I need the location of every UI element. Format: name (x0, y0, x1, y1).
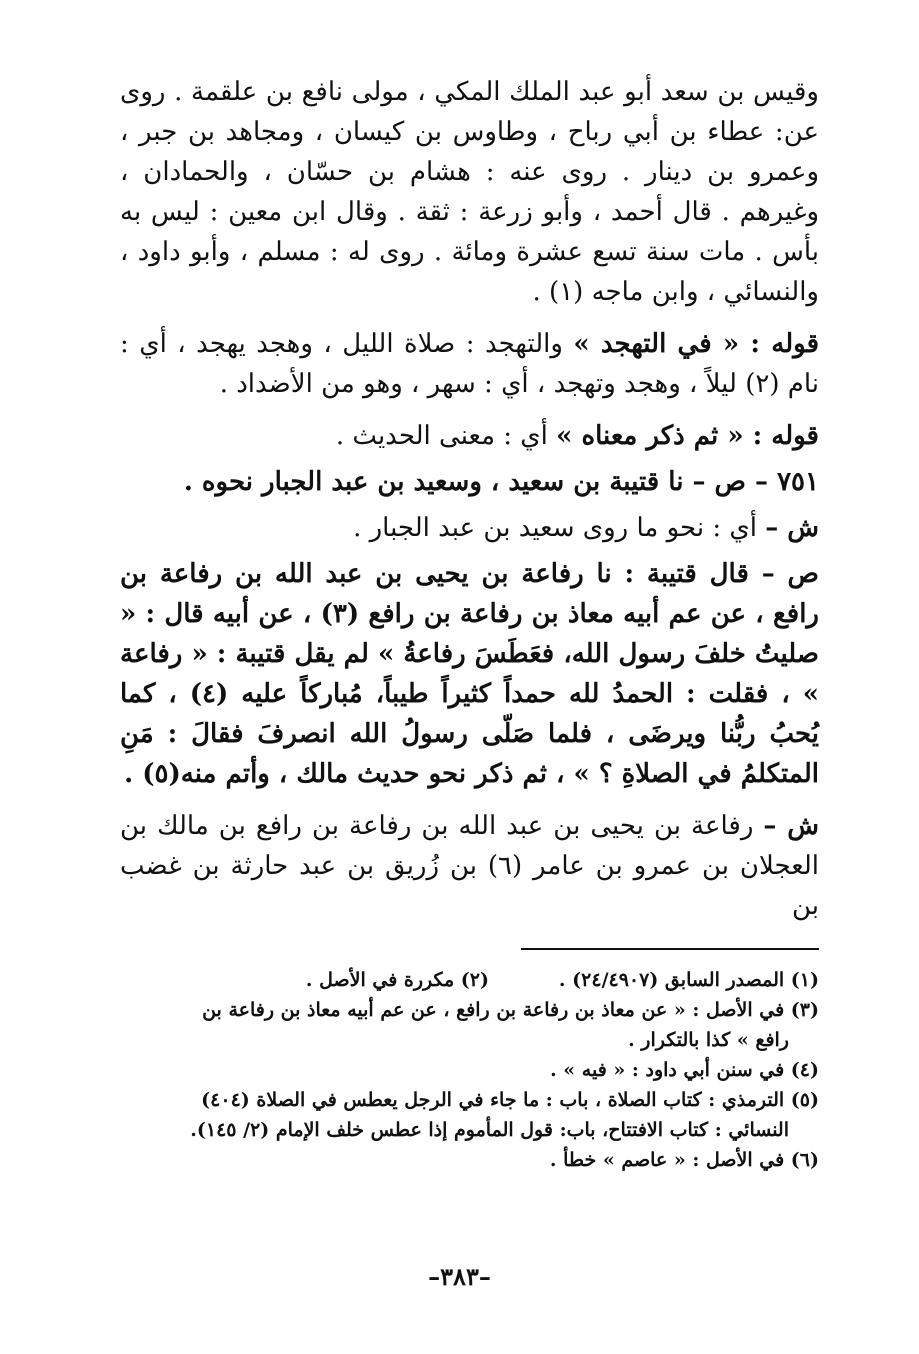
paragraph-text: رفاعة بن يحيى بن عبد الله بن رفاعة بن رافع بن مالك بن العجلان بن عمرو بن عامر (٦) بن زُريق بن عبد حارثة بن غضب بن (120, 811, 819, 921)
footnote-5-cont: النسائي : كتاب الافتتاح، باب: قول المأموم إذا عطس خلف الإمام (٢/ ١٤٥). (190, 1119, 789, 1141)
main-text (120, 72, 819, 938)
paragraph-text: والتهجد : صلاة الليل ، وهجد يهجد ، أي : نام (٢) ليلاً ، وهجد وتهجد ، أي : سهر ، وهو من الأضداد . (120, 329, 819, 399)
footnote-3-cont: رافع » كذا بالتكرار . (628, 1029, 789, 1051)
paragraph-sharh-1 (120, 508, 819, 548)
hadith-751: ٧٥١ – ص – نا قتيبة بن سعيد ، وسعيد بن عبد الجبار نحوه . (183, 467, 819, 497)
sharh-marker: ش – (765, 513, 819, 543)
quote-lead: قوله : « ثم ذكر معناه » (556, 421, 819, 451)
sharh-marker: ش – (763, 811, 819, 841)
paragraph-narrator-bio: وقيس بن سعد أبو عبد الملك المكي ، مولى نافع بن علقمة . روى عن: عطاء بن أبي رباح ، وطاوس بن كيسان ، ومجاهد بن جبر ، وعمرو بن دينار . روى عنه : هشام بن حسّان ، والحمادان ، وغيرهم . قال أحمد ، وأبو زرعة : ثقة . وقال ابن معين : ليس به بأس . مات سنة تسع عشرة ومائة . روى له : مسلم ، وأبو داود ، والنسائي ، وابن ماجه (١) . (120, 77, 819, 307)
paragraph-meaning (120, 416, 819, 456)
footnote-row-1-2 (120, 965, 819, 995)
footnote-2: (٢) مكررة في الأصل . (305, 969, 489, 991)
paragraph-text: أي : نحو ما روى سعيد بن عبد الجبار . (353, 513, 766, 543)
footnote-5: (٥) الترمذي : كتاب الصلاة ، باب : ما جاء في الرجل يعطس في الصلاة (٤٠٤) (201, 1089, 819, 1111)
page-number: –٣٨٣– (428, 1262, 491, 1291)
footnote-divider (521, 948, 819, 950)
hadith-text: ص – قال قتيبة : نا رفاعة بن يحيى بن عبد الله بن رفاعة بن رافع ، عن عم أبيه معاذ بن رفاعة بن رافع (٣) ، عن أبيه قال : « صليتُ خلفَ رسول الله، فعَطَسَ رفاعةُ » لم يقل قتيبة : « رفاعة » ، فقلت : الحمدُ لله حمداً كثيراً طيباً، مُباركاً عليه (٤) ، كما يُحبُ ربُّنا ويرضَى ، فلما صَلّى رسولُ الله انصرفَ فقالَ : مَنِ المتكلمُ في الصلاةِ ؟ » ، ثم ذكر نحو حديث مالك ، وأتم منه(٥) . (120, 559, 819, 789)
footnote-4: (٤) في سنن أبي داود : « فيه » . (550, 1059, 819, 1081)
footnotes (120, 965, 819, 1175)
paragraph-text: أي : معنى الحديث . (335, 421, 557, 451)
paragraph-tahajjud (120, 324, 819, 404)
quote-lead: قوله : « في التهجد » (573, 329, 819, 359)
paragraph-sharh-2 (120, 806, 819, 926)
footnote-3: (٣) في الأصل : « عن معاذ بن رفاعة بن رافع ، عن عم أبيه معاذ بن رفاعة بن (202, 999, 819, 1021)
footnote-6: (٦) في الأصل : « عاصم » خطأ . (549, 1149, 819, 1171)
footnote-1: (١) المصدر السابق (٢٤/٤٩٠٧) . (558, 969, 819, 991)
